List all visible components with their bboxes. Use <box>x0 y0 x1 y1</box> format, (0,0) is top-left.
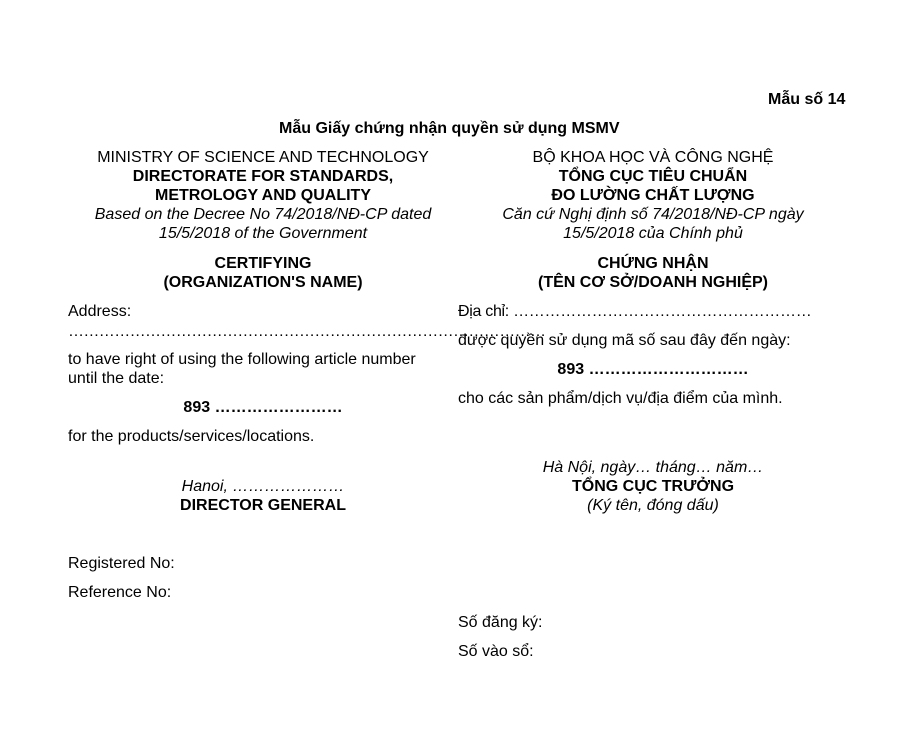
right-signer-note: (Ký tên, đóng dấu) <box>587 497 719 514</box>
right-basis-line1: Căn cứ Nghị định số 74/2018/NĐ-CP ngày <box>502 206 804 223</box>
right-directorate-line2: ĐO LƯỜNG CHẤT LƯỢNG <box>551 187 755 204</box>
right-address-line: Địa chỉ: ………………………………………………… <box>458 303 812 320</box>
left-directorate-line1: DIRECTORATE FOR STANDARDS, <box>132 168 394 185</box>
left-basis-line2: 15/5/2018 of the Government <box>158 225 368 242</box>
left-products-line: for the products/services/locations. <box>68 428 315 445</box>
right-registered-no: Số đăng ký: <box>458 614 543 631</box>
left-ministry: MINISTRY OF SCIENCE AND TECHNOLOGY <box>97 149 429 166</box>
right-products-line: cho các sản phẩm/dịch vụ/địa điểm của mình. <box>458 390 783 407</box>
form-number: Mẫu số 14 <box>768 91 846 108</box>
left-reference-no: Reference No: <box>68 584 172 601</box>
left-right-of-use-line1: to have right of using the following article number <box>68 351 416 368</box>
left-address-label: Address: <box>68 303 132 320</box>
right-basis-line2: 15/5/2018 của Chính phủ <box>563 225 743 242</box>
right-ministry: BỘ KHOA HỌC VÀ CÔNG NGHỆ <box>532 149 774 166</box>
left-address-dots: ………………………………………………………………………………… <box>68 323 546 340</box>
right-organization-name: (TÊN CƠ SỞ/DOANH NGHIỆP) <box>538 274 768 291</box>
right-certifying-heading: CHỨNG NHẬN <box>597 255 709 272</box>
right-reference-no: Số vào sổ: <box>458 643 534 660</box>
left-signer-title: DIRECTOR GENERAL <box>180 497 346 514</box>
left-basis-line1: Based on the Decree No 74/2018/NĐ-CP dated <box>94 206 432 223</box>
left-organization-name: (ORGANIZATION'S NAME) <box>163 274 363 291</box>
right-right-of-use-line: được quyền sử dụng mã số sau đây đến ngày: <box>458 332 791 349</box>
right-signer-title: TỔNG CỤC TRƯỞNG <box>571 478 735 495</box>
left-directorate-line2: METROLOGY AND QUALITY <box>155 187 371 204</box>
left-certifying-heading: CERTIFYING <box>214 255 312 272</box>
left-article-number: 893 …………………… <box>183 399 343 416</box>
left-registered-no: Registered No: <box>68 555 175 572</box>
left-right-of-use-line2: until the date: <box>68 370 165 387</box>
right-article-number: 893 ………………………… <box>557 361 749 378</box>
right-place-date: Hà Nội, ngày… tháng… năm… <box>542 459 764 476</box>
right-directorate-line1: TỔNG CỤC TIÊU CHUẨN <box>558 168 748 185</box>
form-title: Mẫu Giấy chứng nhận quyền sử dụng MSMV <box>279 120 620 137</box>
left-place-date: Hanoi, ………………… <box>181 478 345 495</box>
